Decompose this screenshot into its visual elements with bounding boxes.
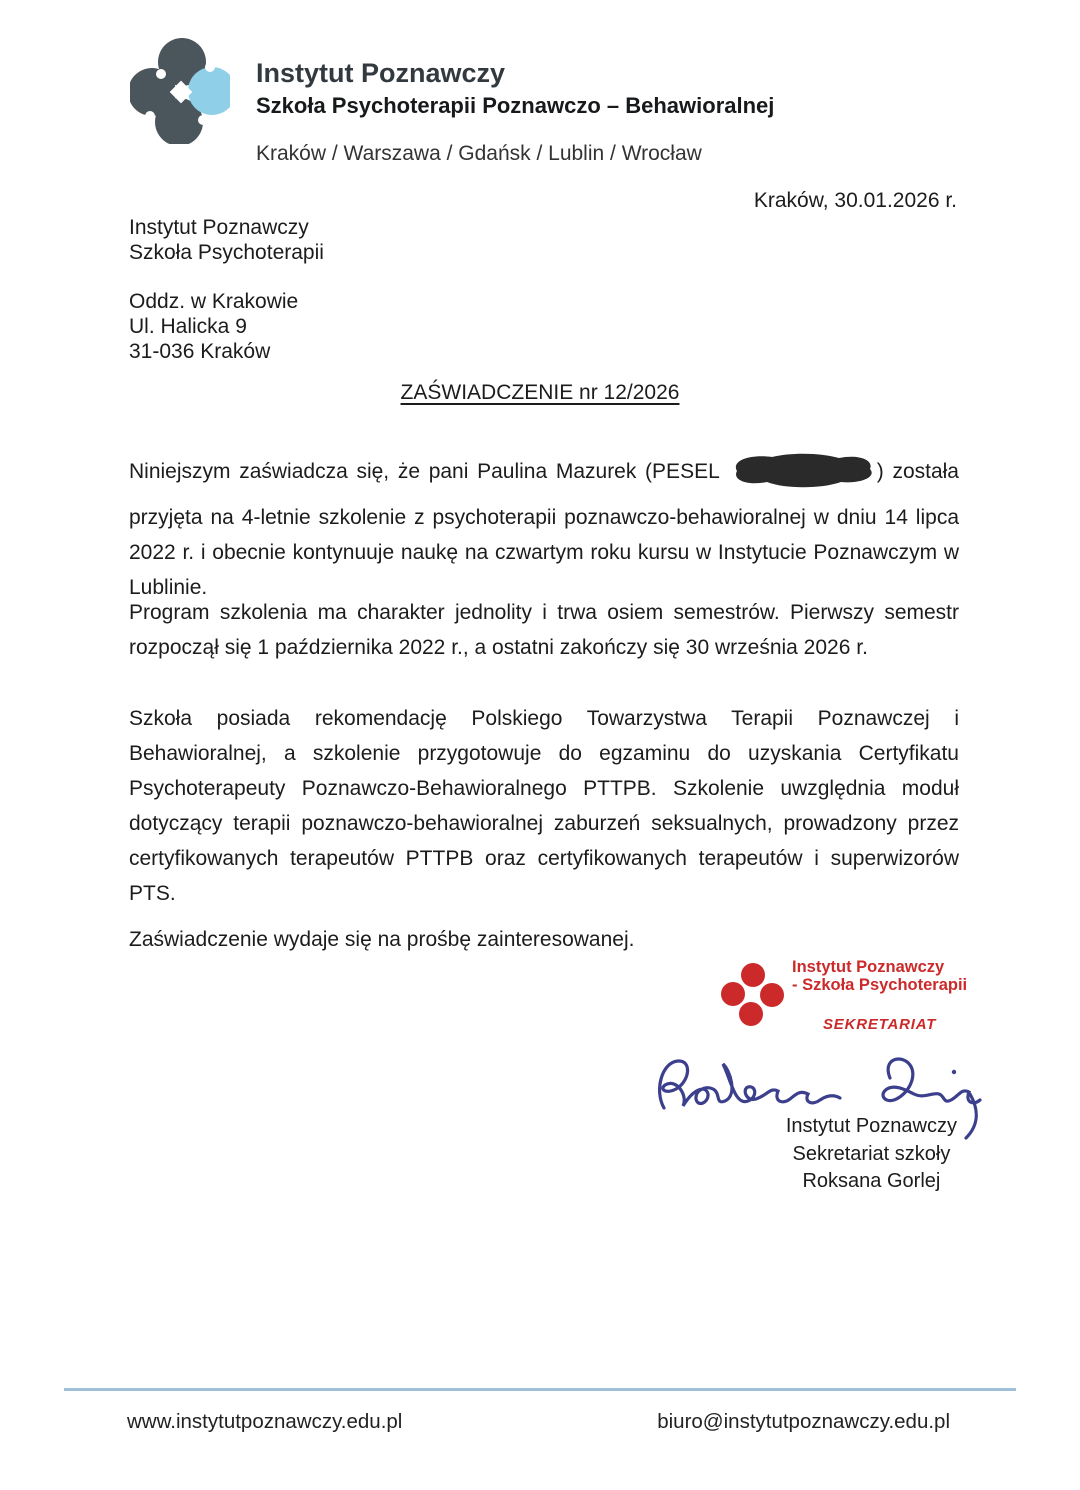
signatory-block (786, 1113, 957, 1196)
secretariat-stamp (720, 958, 968, 1033)
footer-website: www.instytutpoznawczy.edu.pl (127, 1410, 403, 1433)
header-brand (256, 58, 774, 119)
stamp-school-name: - Szkoła Psychoterapii (792, 976, 968, 994)
date-line: Kraków, 30.01.2026 r. (753, 189, 957, 212)
stamp-org-name: Instytut Poznawczy (792, 958, 945, 976)
sender-address (129, 215, 324, 364)
document-title: ZAŚWIADCZENIE nr 12/2026 (400, 381, 680, 404)
footer-email: biuro@instytutpoznawczy.edu.pl (657, 1410, 950, 1433)
footer-divider (64, 1388, 1016, 1391)
pesel-redaction (727, 451, 877, 500)
address-line: Ul. Halicka 9 (129, 315, 247, 338)
signatory-role: Sekretariat szkoły (792, 1142, 951, 1165)
branch-cities: Kraków / Warszawa / Gdańsk / Lublin / Wrocław (256, 142, 702, 165)
address-line: Szkoła Psychoterapii (129, 241, 324, 264)
stamp-secretariat-label: SEKRETARIAT (822, 1016, 937, 1033)
paragraph-4: Zaświadczenie wydaje się na prośbę zainteresowanej. (129, 928, 635, 951)
paragraph-1-text-before: Niniejszym zaświadcza się, że pani Paulina Mazurek (PESEL (129, 460, 720, 483)
paragraph-3: Szkoła posiada rekomendację Polskiego Towarzystwa Terapii Poznawczej i Behawioralnej, a szkolenie przygotowuje do egzaminu do uzyskania Certyfikatu Psychoterapeuty Poznawczo-Behawioralnego PTTPB. Szkolenie uwzględnia moduł dotyczący terapii poznawczo-behawioralnej zaburzeń seksualnych, prowadzony przez certyfikowanych terapeutów PTTPB oraz certyfikowanych terapeutów i superwizorów PTS. (129, 707, 959, 905)
institute-logo-icon (130, 38, 230, 144)
paragraph-2: Program szkolenia ma charakter jednolity i trwa osiem semestrów. Pierwszy semestr rozpoczął się 1 października 2022 r., a ostatni zakończy się 30 września 2026 r. (129, 601, 959, 659)
paragraph-1 (129, 451, 959, 605)
org-name: Instytut Poznawczy (256, 58, 506, 88)
address-line: 31-036 Kraków (129, 340, 271, 363)
paragraph-1-text-after: ) została przyjęta na 4-letnie szkolenie z psychoterapii poznawczo-behawioralnej w dniu 14 lipca 2022 r. i obecnie kontynuuje naukę na czwartym roku kursu w Instytucie Poznawczym w Lublinie. (129, 460, 959, 599)
address-line: Oddz. w Krakowie (129, 290, 299, 313)
stamp-logo-icon (720, 962, 784, 1026)
school-name: Szkoła Psychoterapii Poznawczo – Behawioralnej (256, 93, 775, 118)
stamp-text (792, 958, 967, 1033)
signatory-org: Instytut Poznawczy (785, 1115, 957, 1137)
signatory-name: Roksana Gorlej (802, 1170, 941, 1192)
address-spacer (129, 265, 324, 289)
address-line: Instytut Poznawczy (129, 216, 309, 239)
